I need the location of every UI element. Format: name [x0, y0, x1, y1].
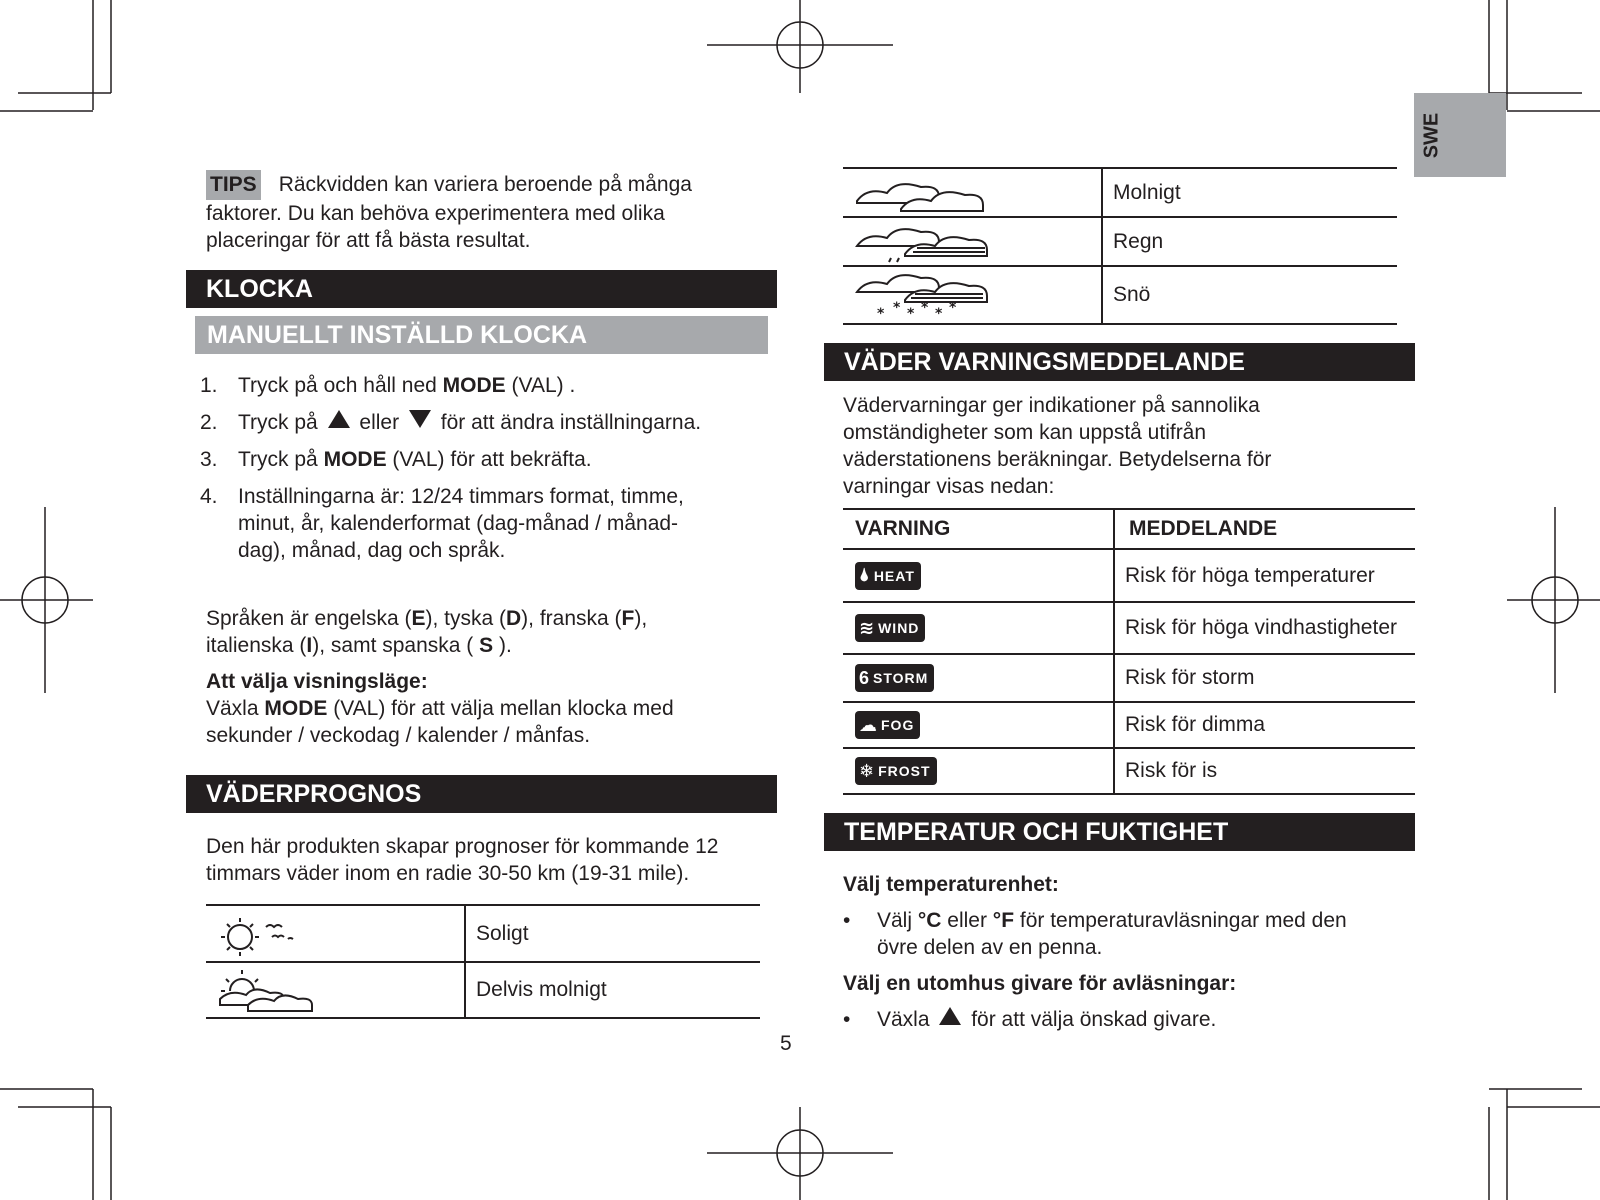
table-row	[843, 549, 1415, 602]
svg-text:*: *	[949, 300, 957, 316]
forecast-label-partly-cloudy: Delvis molnigt	[465, 962, 760, 1018]
column-header-message: MEDDELANDE	[1114, 509, 1415, 549]
list-item: 2. Tryck på eller för att ändra inställningarna.	[200, 411, 702, 434]
languages-paragraph: Språken är engelska (E), tyska (D), franska (F), italienska (I), samt spanska ( S ).	[206, 607, 648, 657]
list-item: • Växla för att välja önskad givare.	[843, 1008, 1217, 1031]
table-row	[206, 962, 760, 1018]
table-row	[843, 702, 1415, 748]
rain-icon	[855, 220, 995, 264]
temperature-block	[843, 871, 1423, 1033]
forecast-table-1	[206, 904, 760, 1019]
forecast-label-cloudy: Molnigt	[1102, 168, 1397, 217]
sensor-heading: Välj en utomhus givare för avläsningar:	[843, 972, 1237, 995]
svg-text:*: *	[893, 300, 901, 316]
table-row	[843, 217, 1397, 266]
tips-text-2: faktorer. Du kan behöva experimentera med olika	[206, 202, 665, 225]
up-arrow-icon	[328, 410, 350, 428]
forecast-header: VÄDERPROGNOS	[186, 775, 777, 813]
column-header-warning: VARNING	[843, 509, 1114, 549]
temperature-header: TEMPERATUR OCH FUKTIGHET	[824, 813, 1415, 851]
clock-steps-list	[200, 372, 760, 574]
svg-text:*: *	[877, 306, 885, 322]
snow-icon	[855, 268, 995, 322]
list-item: 3. Tryck på MODE (VAL) för att bekräfta.	[200, 448, 592, 471]
forecast-label-sunny: Soligt	[465, 905, 760, 962]
warning-message: Risk för is	[1114, 748, 1415, 794]
language-tab-label: SWE	[1420, 112, 1443, 158]
heat-warning-icon: 🌢 HEAT	[855, 562, 921, 590]
storm-warning-icon: 6 STORM	[855, 664, 934, 692]
wind-warning-icon: ≋ WIND	[855, 614, 925, 642]
manual-clock-subheader: MANUELLT INSTÄLLD KLOCKA	[195, 316, 768, 354]
tips-badge: TIPS	[206, 170, 261, 200]
tips-text-1: Räckvidden kan variera beroende på många	[278, 173, 692, 196]
frost-warning-icon: ❄ FROST	[855, 757, 937, 785]
warning-message: Risk för höga temperaturer	[1114, 549, 1415, 602]
forecast-label-rain: Regn	[1102, 217, 1397, 266]
tips-text-3: placeringar för att få bästa resultat.	[206, 229, 531, 252]
warnings-intro: Vädervarningar ger indikationer på sannolika omständigheter som kan uppstå utifrån väderstationens beräkningar. Betydelserna för varningar visas nedan:	[843, 394, 1272, 498]
warning-message: Risk för storm	[1114, 654, 1415, 702]
forecast-label-snow: Snö	[1102, 266, 1397, 324]
page-number: 5	[780, 1032, 792, 1055]
list-item: 1. Tryck på och håll ned MODE (VAL) .	[200, 374, 576, 397]
down-arrow-icon	[409, 410, 431, 428]
svg-text:*: *	[935, 306, 943, 322]
table-header-row	[843, 509, 1415, 549]
warnings-header: VÄDER VARNINGSMEDDELANDE	[824, 343, 1415, 381]
table-row	[843, 266, 1397, 324]
sunny-icon	[216, 909, 306, 959]
table-row	[843, 654, 1415, 702]
display-mode-block: Att välja visningsläge: Växla MODE (VAL) för att välja mellan klocka med sekunder / veckodag / kalender / månfas.	[206, 668, 766, 749]
partly-cloudy-icon	[216, 965, 316, 1015]
temperature-unit-heading: Välj temperaturenhet:	[843, 873, 1059, 896]
warnings-table	[843, 508, 1415, 795]
table-row	[206, 905, 760, 962]
tips-block	[206, 170, 766, 254]
svg-text:*: *	[907, 306, 915, 322]
list-item: 4. Inställningarna är: 12/24 timmars format, timme, minut, år, kalenderformat (dag-månad / månad- dag), månad, dag och språk.	[200, 485, 684, 562]
fog-warning-icon: ☁ FOG	[855, 711, 920, 739]
svg-text:*: *	[921, 300, 929, 316]
warning-message: Risk för höga vindhastigheter	[1114, 602, 1415, 654]
up-arrow-icon	[939, 1007, 961, 1025]
forecast-intro: Den här produkten skapar prognoser för kommande 12 timmars väder inom en radie 30-50 km (19-31 mile).	[206, 835, 719, 885]
forecast-table-2	[843, 167, 1397, 325]
table-row	[843, 602, 1415, 654]
list-item: • Välj °C eller °F för temperaturavläsningar med den övre delen av en penna.	[843, 909, 1347, 959]
clock-header: KLOCKA	[186, 270, 777, 308]
warning-message: Risk för dimma	[1114, 702, 1415, 748]
table-row	[843, 168, 1397, 217]
display-mode-heading: Att välja visningsläge:	[206, 670, 428, 693]
table-row	[843, 748, 1415, 794]
cloudy-icon	[855, 171, 995, 215]
